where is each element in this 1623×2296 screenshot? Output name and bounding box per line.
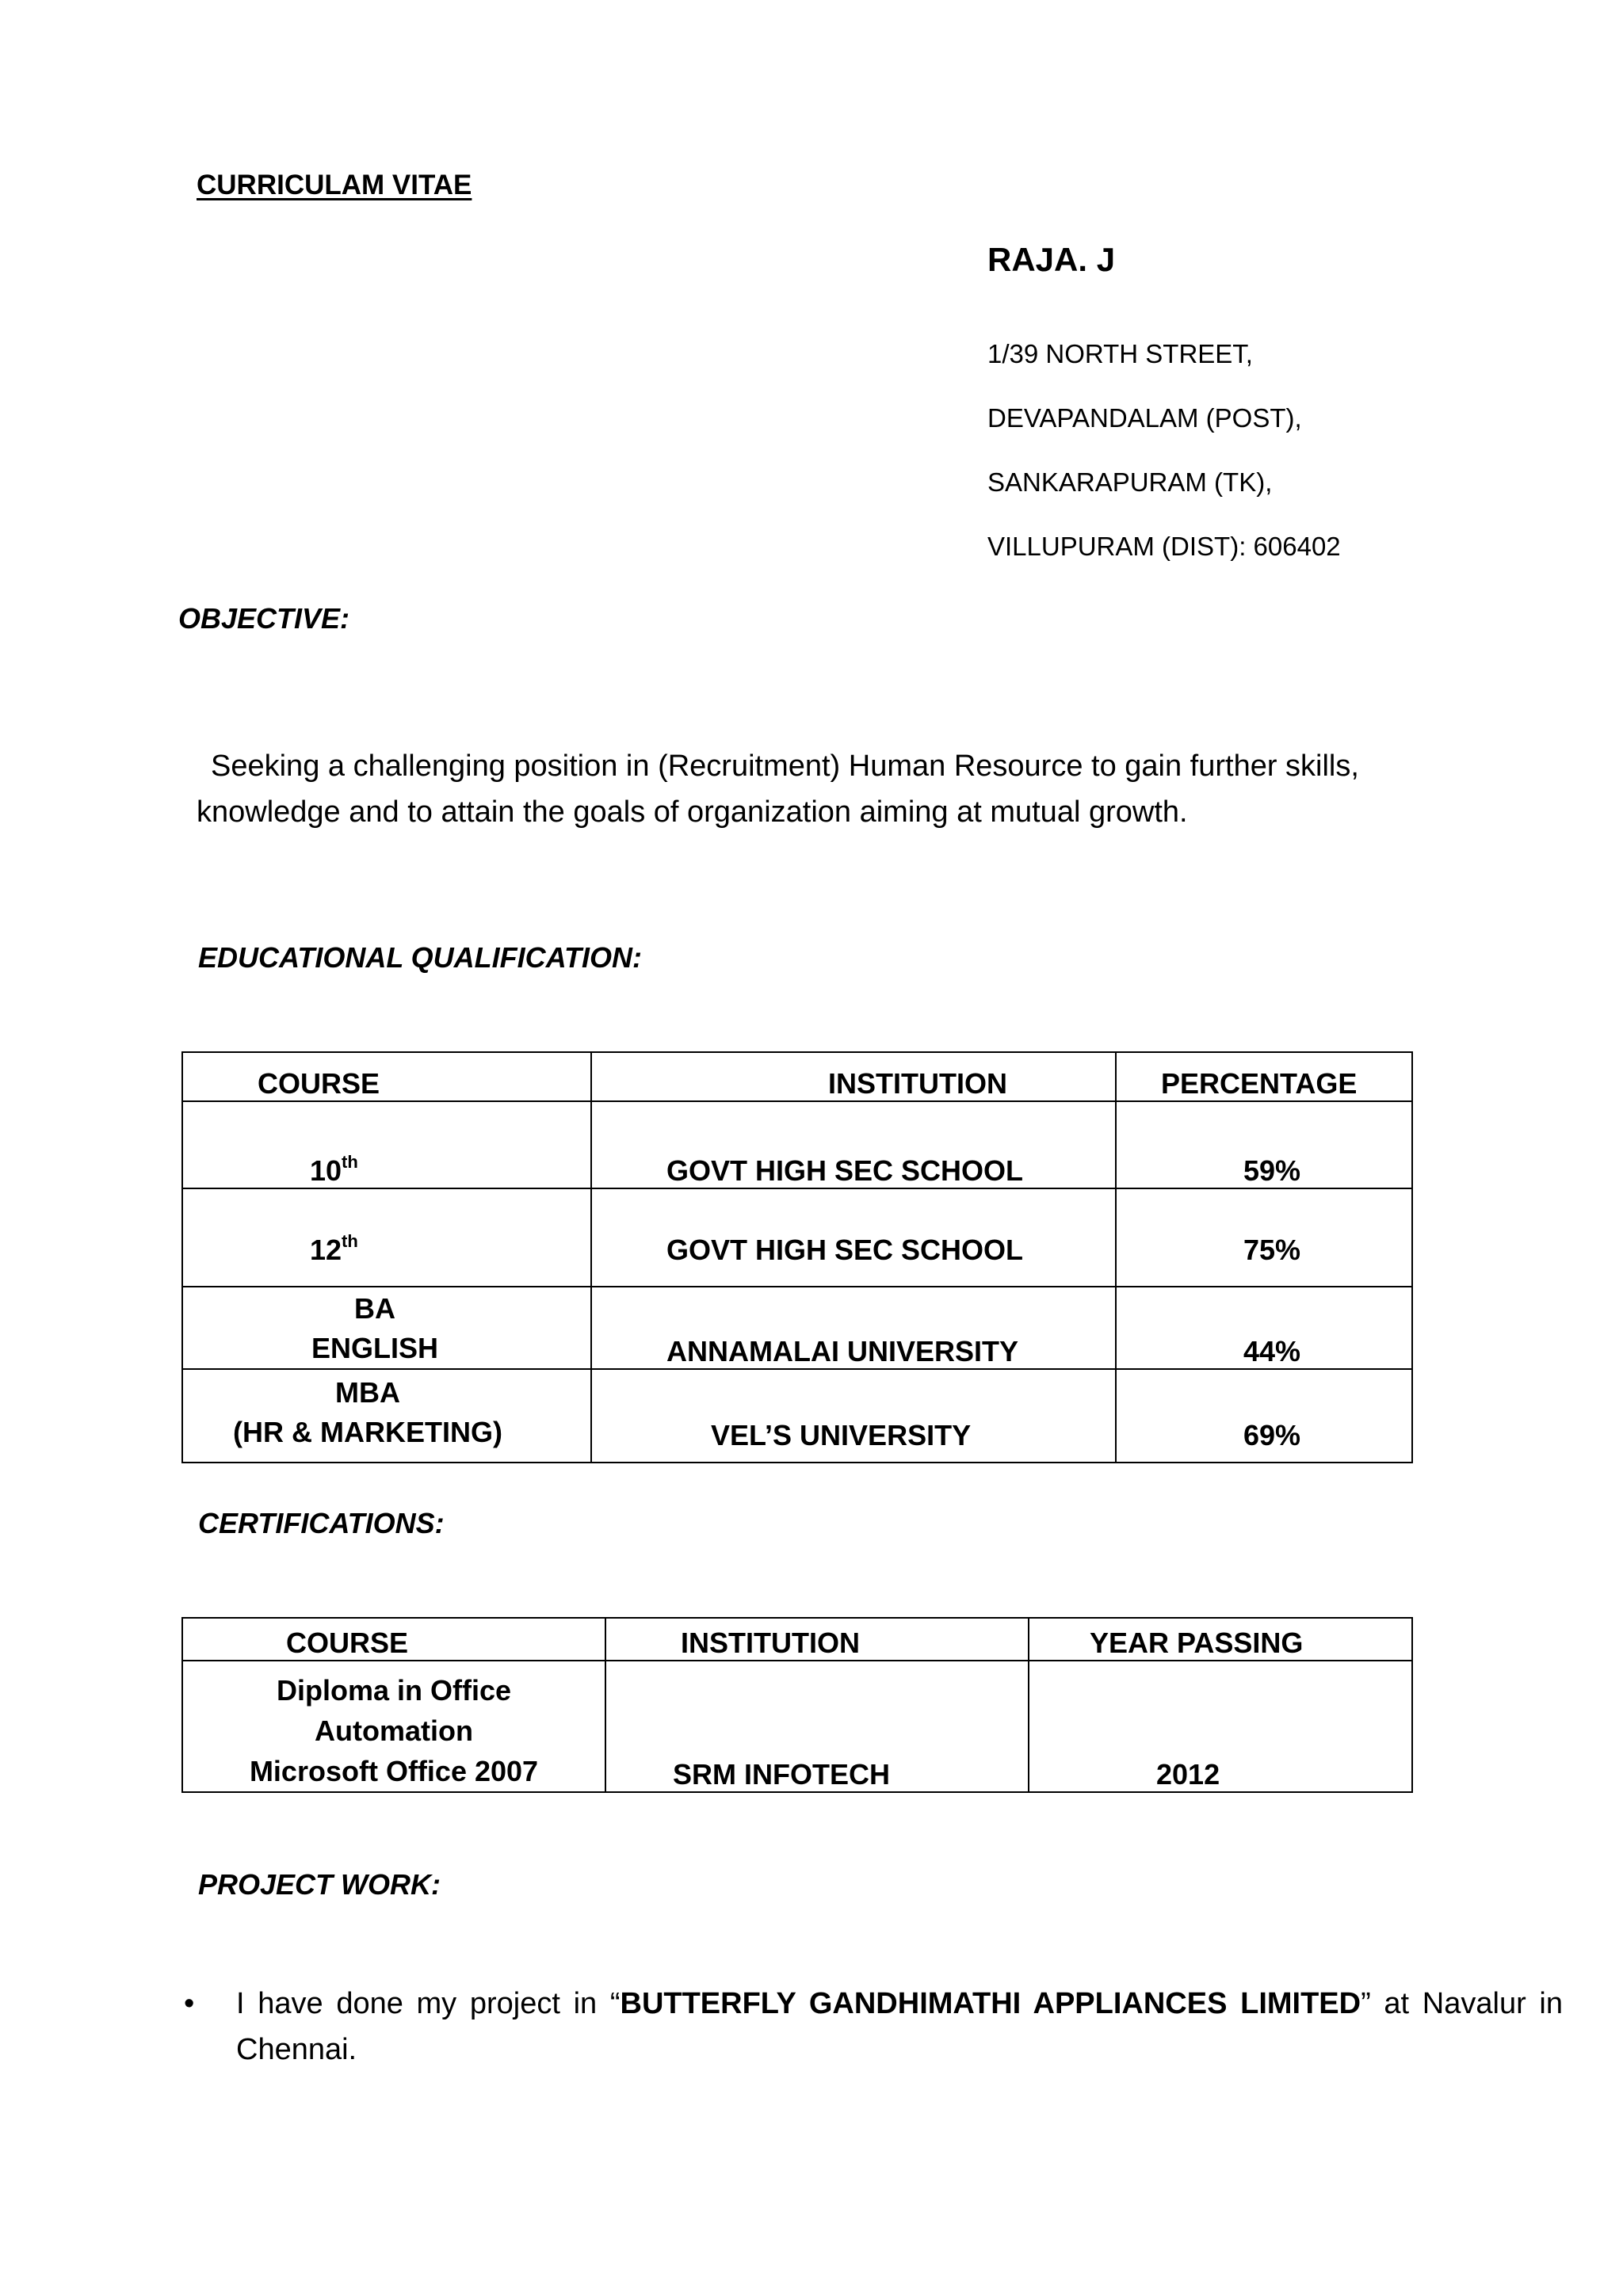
address-line: VILLUPURAM (DIST): 606402 [987, 532, 1341, 561]
course-cell: BA ENGLISH [182, 1287, 591, 1369]
project-item [184, 1981, 1563, 2073]
header-institution: INSTITUTION [591, 1052, 1116, 1101]
table-row [182, 1661, 1412, 1792]
address-line: 1/39 NORTH STREET, [987, 339, 1253, 368]
institution-cell: SRM INFOTECH [605, 1661, 1029, 1792]
header-percentage: PERCENTAGE [1116, 1052, 1412, 1101]
table-row [182, 1101, 1412, 1188]
header-course: COURSE [182, 1052, 591, 1101]
institution-cell: GOVT HIGH SEC SCHOOL [591, 1101, 1116, 1188]
table-header-row [182, 1618, 1412, 1661]
header-course: COURSE [182, 1618, 605, 1661]
table-row [182, 1287, 1412, 1369]
objective-text [197, 743, 1433, 835]
project-company: BUTTERFLY GANDHIMATHI APPLIANCES LIMITED [620, 1987, 1361, 2020]
percentage-cell: 59% [1116, 1101, 1412, 1188]
education-heading: EDUCATIONAL QUALIFICATION: [198, 941, 642, 974]
institution-cell: VEL’S UNIVERSITY [591, 1369, 1116, 1463]
project-heading: PROJECT WORK: [198, 1868, 441, 1901]
year-cell: 2012 [1029, 1661, 1412, 1792]
address-line: DEVAPANDALAM (POST), [987, 403, 1302, 433]
institution-cell: ANNAMALAI UNIVERSITY [591, 1287, 1116, 1369]
objective-heading: OBJECTIVE: [178, 602, 350, 635]
course-cell: MBA (HR & MARKETING) [182, 1369, 591, 1463]
header-year: YEAR PASSING [1029, 1618, 1412, 1661]
course-cell: 12th [182, 1188, 591, 1287]
bullet-icon: • [184, 1987, 195, 2020]
project-text: I have done my project in “BUTTERFLY GANDHIMATHI APPLIANCES LIMITED” at Navalur in Chennai. [236, 1987, 1563, 2066]
address-line: SANKARAPURAM (TK), [987, 467, 1273, 497]
course-cell: 10th [182, 1101, 591, 1188]
percentage-cell: 75% [1116, 1188, 1412, 1287]
table-row [182, 1369, 1412, 1463]
percentage-cell: 44% [1116, 1287, 1412, 1369]
header-institution: INSTITUTION [605, 1618, 1029, 1661]
table-header-row [182, 1052, 1412, 1101]
certifications-heading: CERTIFICATIONS: [198, 1507, 445, 1539]
percentage-cell: 69% [1116, 1369, 1412, 1463]
education-table [181, 1051, 1413, 1463]
certifications-table [181, 1617, 1413, 1793]
document-title: CURRICULAM VITAE [197, 170, 472, 200]
table-row [182, 1188, 1412, 1287]
institution-cell: GOVT HIGH SEC SCHOOL [591, 1188, 1116, 1287]
candidate-name: RAJA. J [987, 241, 1116, 278]
course-cell: Diploma in Office Automation Microsoft Office 2007 [182, 1661, 605, 1792]
objective-paragraph: Seeking a challenging position in (Recruitment) Human Resource to gain further skills, knowledge and to attain the goals of organization aiming at mutual growth. [197, 749, 1359, 829]
